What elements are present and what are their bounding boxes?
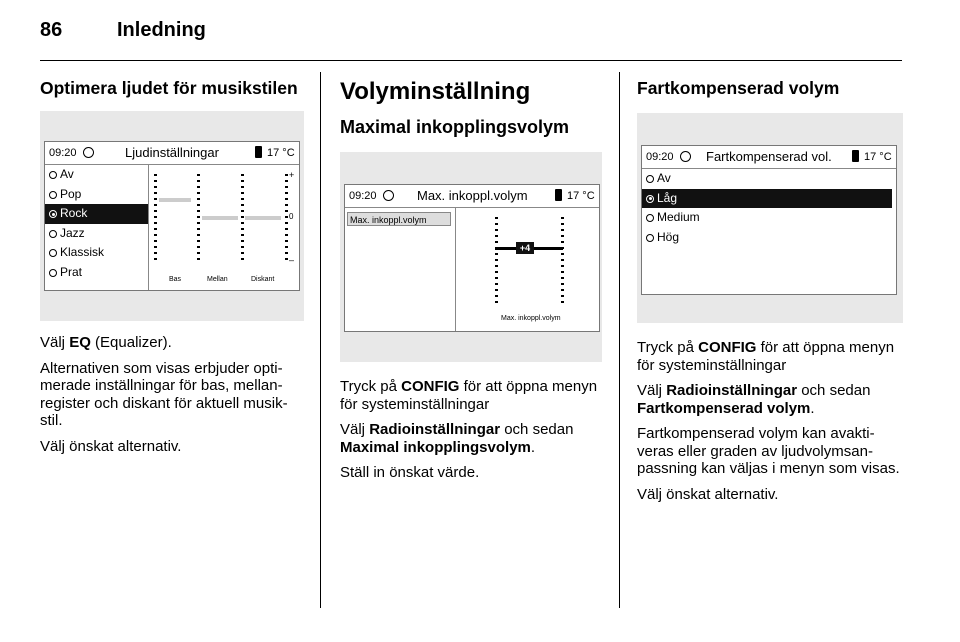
column-divider-2 <box>619 72 620 608</box>
list-item[interactable]: Av <box>642 169 892 189</box>
volume-scale-right <box>561 217 564 307</box>
radio-icon <box>646 175 654 183</box>
bass-level-bar <box>159 198 191 202</box>
treble-level-bar <box>245 216 281 220</box>
paragraph: Välj Radioinställningar och sedan Maximal inkopplingsvolym. <box>340 421 574 456</box>
bass-scale <box>154 174 157 264</box>
volume-value-badge: +4 <box>516 242 534 254</box>
list-item-selected[interactable]: Max. inkoppl.volym <box>347 212 451 226</box>
paragraph: Tryck på CONFIG för att öppna menyn för systeminställningar <box>637 339 895 374</box>
paragraph: Ställ in önskat värde. <box>340 464 480 481</box>
reference-scale <box>285 174 288 264</box>
temperature: 17 °C <box>267 147 295 159</box>
clock-time: 09:20 <box>349 190 377 202</box>
eq-screenshot <box>40 111 304 321</box>
paragraph: Välj önskat alternativ. <box>40 437 182 455</box>
list-item[interactable]: Medium <box>642 208 892 228</box>
left-column <box>40 72 304 463</box>
paragraph: Välj önskat alternativ. <box>637 485 779 503</box>
scale-zero: 0 <box>289 212 294 221</box>
band-label-mid: Mellan <box>207 276 228 283</box>
band-label-treble: Diskant <box>251 276 275 283</box>
clock-time: 09:20 <box>646 151 674 163</box>
paragraph: Välj Radioinställningar och sedan Fartkompenserad volym. <box>637 382 871 417</box>
scale-minus: – <box>289 255 295 265</box>
subsection-heading: Maximal inkopplingsvolym <box>340 117 570 137</box>
list-item[interactable]: Prat <box>45 263 148 283</box>
volume-caption: Max. inkoppl.volym <box>501 315 561 322</box>
paragraph: Fartkompenserad volym kan avaktiveras eller graden av ljudvolymsanpassning kan väljas i menyn som visas. <box>637 425 900 477</box>
chapter-title: Inledning <box>117 19 206 41</box>
clock-icon <box>83 147 94 158</box>
band-label-bass: Bas <box>169 276 182 283</box>
screen-title: Fartkompenserad vol. <box>706 149 832 164</box>
eq-list <box>45 165 148 282</box>
radio-icon <box>646 214 654 222</box>
phone-icon <box>852 150 859 162</box>
temperature: 17 °C <box>864 151 892 163</box>
speed-volume-screenshot <box>637 113 903 323</box>
clock-time: 09:20 <box>49 147 77 159</box>
header-rule <box>40 60 902 61</box>
list-item[interactable]: Hög <box>642 228 892 248</box>
list-item[interactable]: Av <box>45 165 148 185</box>
clock-icon <box>383 190 394 201</box>
radio-icon <box>49 249 57 257</box>
radio-icon <box>646 234 654 242</box>
section-heading: Optimera ljudet för musikstilen <box>40 78 298 98</box>
list-item[interactable]: Klassisk <box>45 243 148 263</box>
radio-selected-icon <box>646 195 654 203</box>
scale-plus: + <box>289 170 295 180</box>
page-number: 86 <box>40 19 63 41</box>
right-column <box>637 72 903 511</box>
list-item-selected[interactable]: Rock <box>45 204 148 224</box>
phone-icon <box>255 146 262 158</box>
list-item[interactable]: Pop <box>45 185 148 205</box>
temperature: 17 °C <box>567 190 595 202</box>
speed-volume-list <box>642 169 892 247</box>
volume-scale-left <box>495 217 498 307</box>
paragraph: Välj EQ (Equalizer). <box>40 334 172 351</box>
mid-level-bar <box>202 216 238 220</box>
radio-selected-icon <box>49 210 57 218</box>
clock-icon <box>680 151 691 162</box>
treble-scale <box>241 174 244 264</box>
column-divider-1 <box>320 72 321 608</box>
radio-icon <box>49 230 57 238</box>
middle-column <box>340 72 602 490</box>
paragraph: Alternativen som visas erbjuder optimerade inställningar för bas, mellanregister och diskant för aktuell musikstil. <box>40 359 288 429</box>
radio-icon <box>49 171 57 179</box>
section-heading: Volyminställning <box>340 78 531 105</box>
screen-title: Ljudinställningar <box>125 145 219 160</box>
phone-icon <box>555 189 562 201</box>
list-item[interactable]: Jazz <box>45 224 148 244</box>
section-heading: Fartkompenserad volym <box>637 78 840 98</box>
radio-icon <box>49 269 57 277</box>
list-item-selected[interactable]: Låg <box>642 189 892 209</box>
max-volume-screenshot <box>340 152 602 362</box>
radio-icon <box>49 191 57 199</box>
paragraph: Tryck på CONFIG för att öppna menyn för systeminställningar <box>340 378 598 413</box>
screen-title: Max. inkoppl.volym <box>417 188 528 203</box>
mid-scale <box>197 174 200 264</box>
